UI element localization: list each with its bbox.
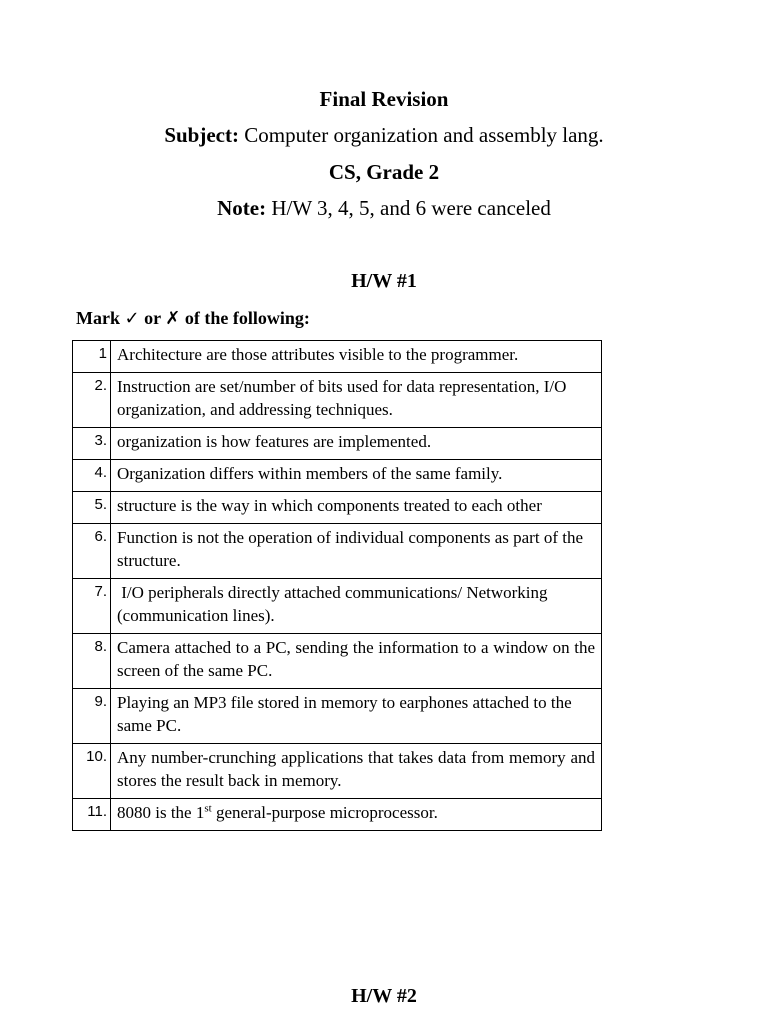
question-text-end: general-purpose microprocessor. [211,803,438,822]
question-number: 9. [73,689,111,744]
grade-line: CS, Grade 2 [328,160,440,184]
table-row [73,579,602,634]
hw1-heading: H/W #1 [351,270,417,292]
table-row [73,373,602,428]
ordinal-suffix: st [204,802,212,815]
instruction-or: or [144,308,161,328]
note-line [0,195,768,221]
question-text: Function is not the operation of individual components as part of the structure. [111,524,602,579]
question-number: 3. [73,428,111,460]
table-row [73,524,602,579]
question-number: 7. [73,579,111,634]
table-row [73,744,602,799]
note-value: H/W 3, 4, 5, and 6 were canceled [271,196,551,220]
table-row [73,689,602,744]
question-number: 2. [73,373,111,428]
question-number: 4. [73,460,111,492]
document-title: Final Revision [319,87,449,111]
hw2-heading: H/W #2 [351,985,417,1007]
question-text-start: 8080 is the 1 [117,803,205,822]
table-row [73,799,602,831]
subject-label: Subject: [164,123,239,147]
question-number: 5. [73,492,111,524]
cross-icon: ✗ [165,308,181,329]
question-number: 8. [73,634,111,689]
table-row [73,428,602,460]
table-row [73,492,602,524]
table-row [73,460,602,492]
question-number: 11. [73,799,111,831]
table-row [73,634,602,689]
question-number: 10. [73,744,111,799]
question-text [111,799,602,831]
instruction-prefix: Mark [76,308,120,328]
question-text: Instruction are set/number of bits used for data representation, I/O organization, and addressing techniques. [111,373,602,428]
question-text: organization is how features are implemented. [111,428,602,460]
question-text: Architecture are those attributes visible to the programmer. [111,341,602,373]
subject-line [0,122,768,148]
question-text: Playing an MP3 file stored in memory to earphones attached to the same PC. [111,689,602,744]
check-icon: ✓ [124,308,140,329]
subject-value: Computer organization and assembly lang. [244,123,604,147]
instruction-line [76,308,310,329]
question-text: Organization differs within members of the same family. [111,460,602,492]
note-label: Note: [217,196,267,220]
question-text: Camera attached to a PC, sending the information to a window on the screen of the same PC. [111,634,602,689]
instruction-suffix: of the following: [184,308,310,328]
table-row [73,341,602,373]
question-text: I/O peripherals directly attached communications/ Networking (communication lines). [111,579,602,634]
question-text: Any number-crunching applications that takes data from memory and stores the result back in memory. [111,744,602,799]
question-number: 6. [73,524,111,579]
questions-table [72,340,602,831]
question-number: 1 [73,341,111,373]
question-text: structure is the way in which components treated to each other [111,492,602,524]
